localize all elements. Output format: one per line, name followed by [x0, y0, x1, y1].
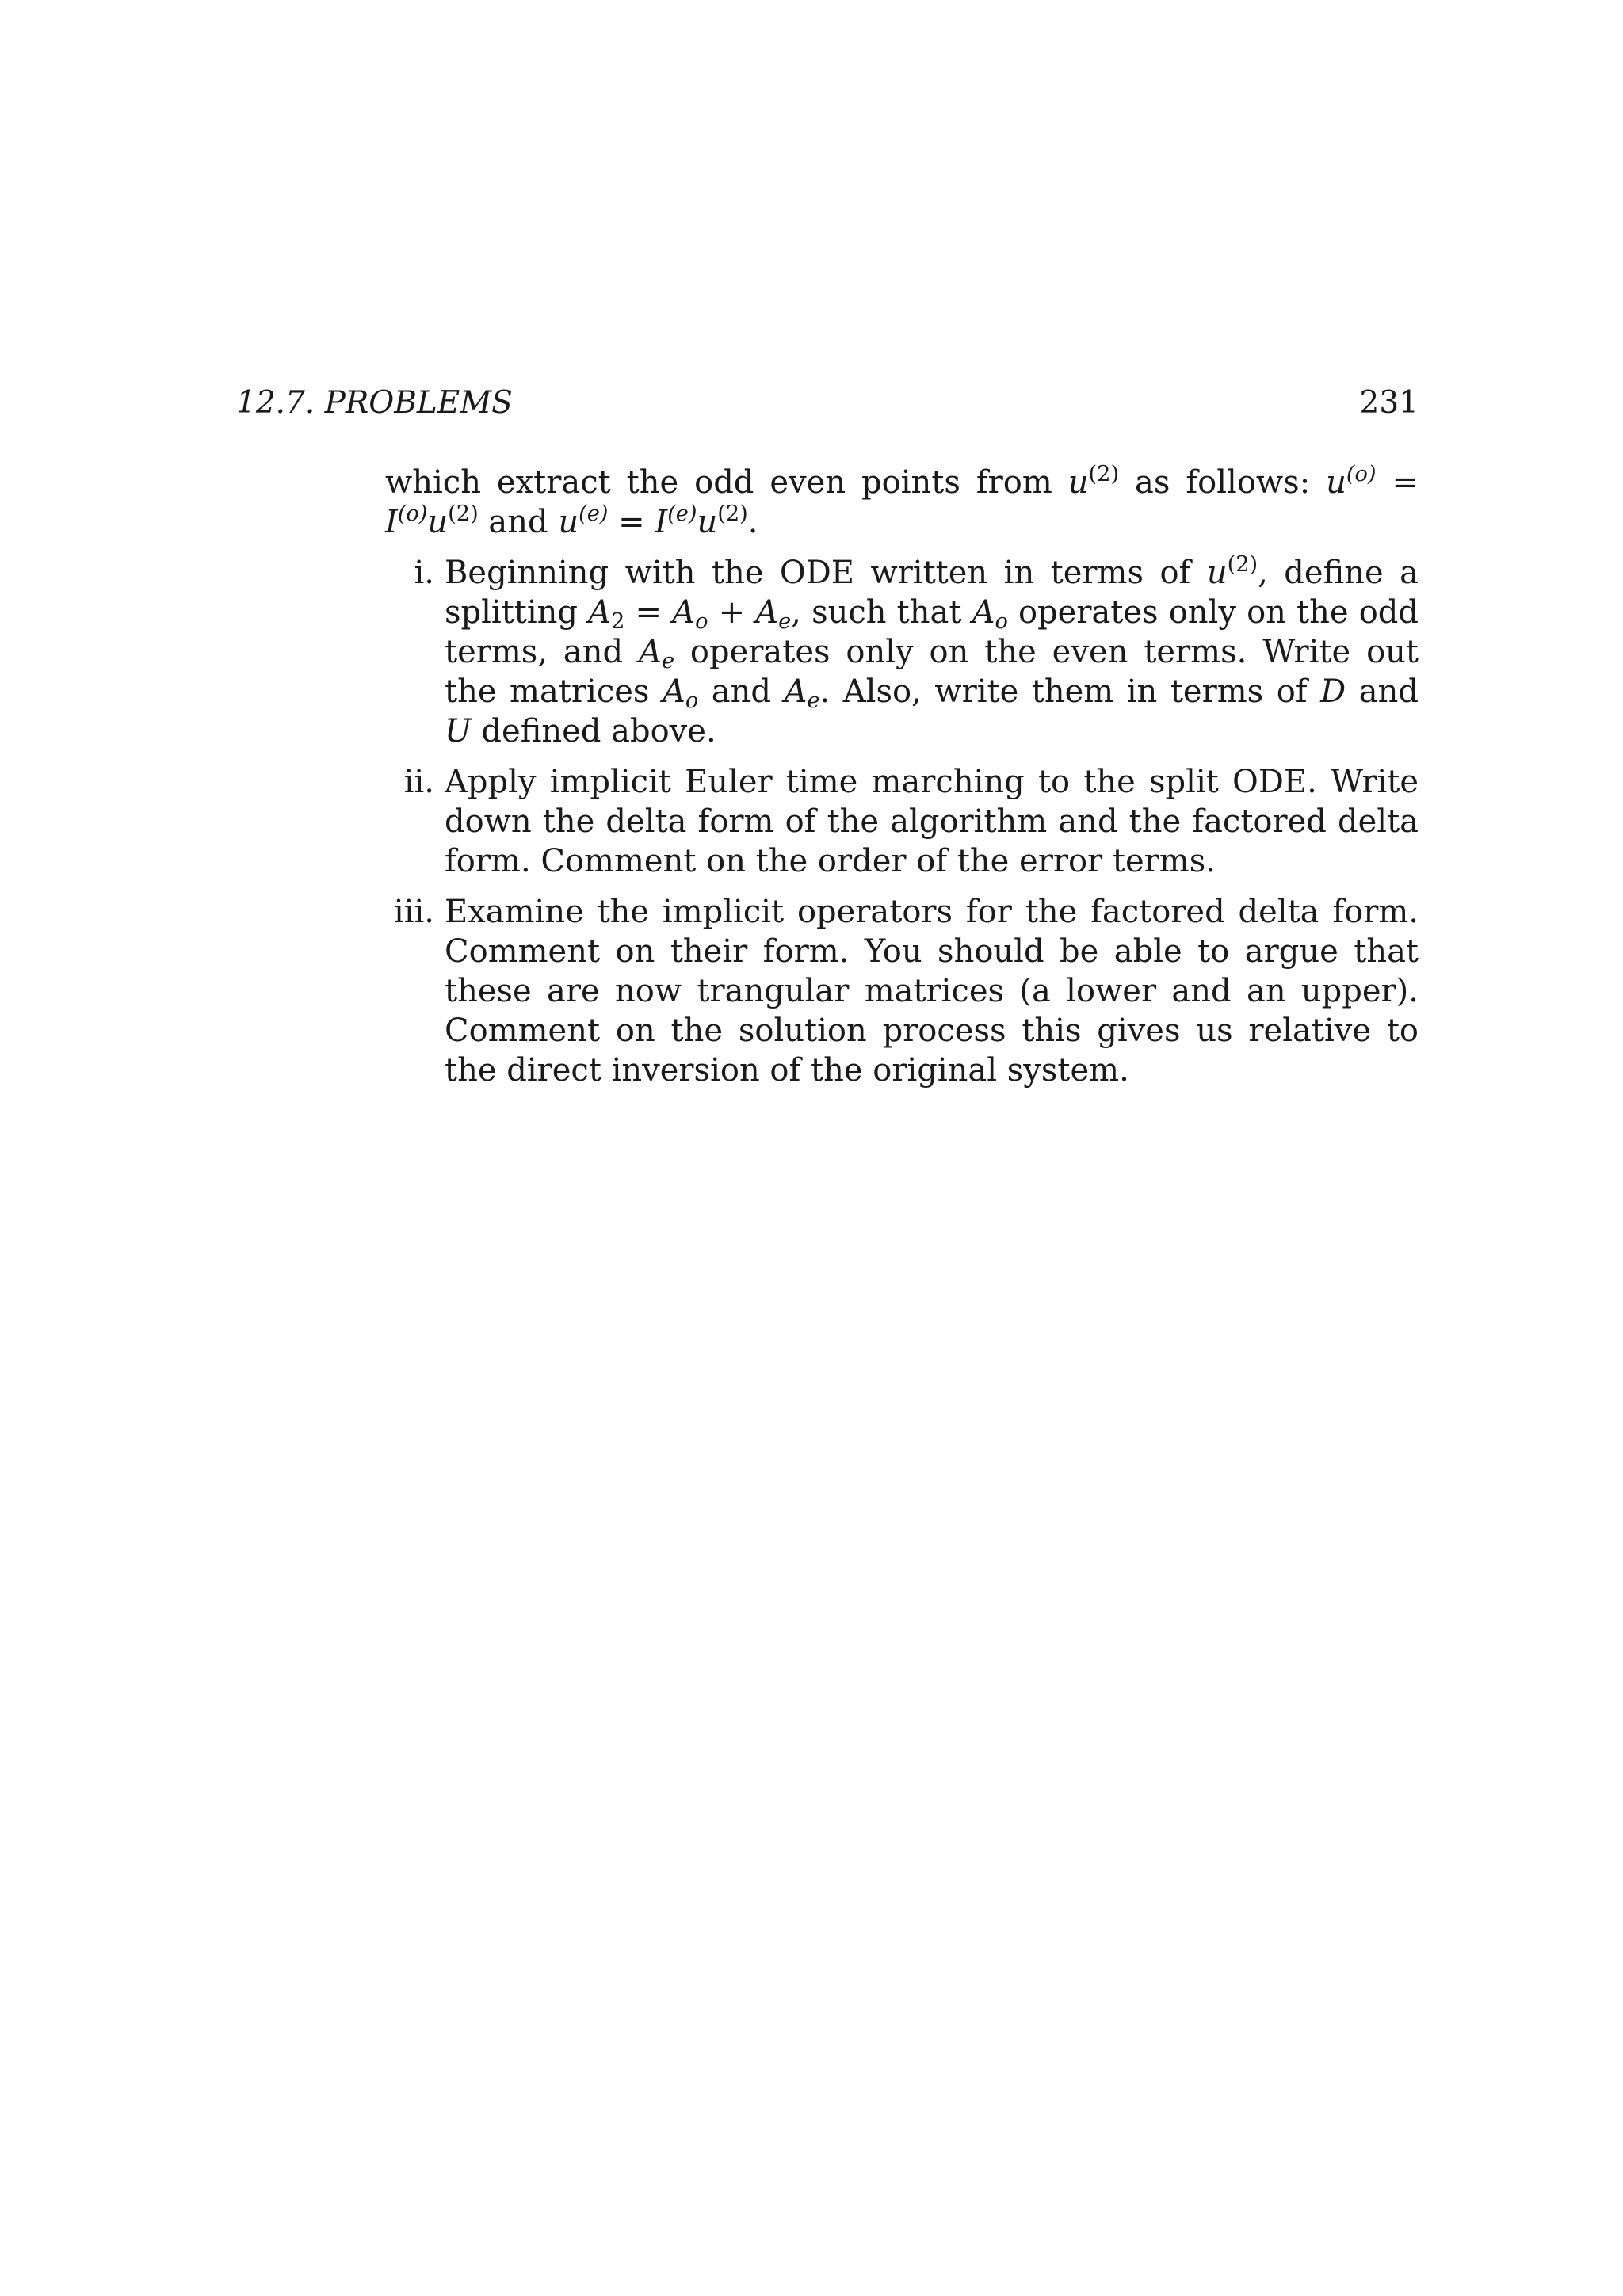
math-sup: (2): [1088, 462, 1120, 487]
math-equals: =: [624, 594, 673, 631]
math-u: u: [558, 504, 579, 540]
item-text: , define a splitting: [445, 555, 1419, 631]
math-U: U: [445, 713, 472, 749]
math-I: I: [385, 504, 398, 540]
math-sup: (2): [717, 502, 748, 527]
math-sup: (e): [667, 502, 697, 527]
item-label: ii.: [403, 764, 434, 800]
item-text: operates only on the even terms. Write out the matrices: [445, 634, 1419, 710]
item-text: defined above.: [471, 713, 716, 749]
math-u: u: [427, 504, 449, 540]
math-u: u: [1067, 464, 1089, 501]
math-A: A: [588, 594, 612, 631]
math-sub: 2: [611, 608, 625, 634]
math-D: D: [1320, 673, 1346, 710]
math-equals: =: [1376, 464, 1419, 501]
intro-text: as follows:: [1119, 464, 1327, 501]
intro-text: which extract the odd even points from: [385, 464, 1068, 501]
math-u: u: [1206, 555, 1228, 591]
running-head: [236, 382, 1419, 425]
item-text: Apply implicit Euler time marching to the split ODE. Write down the delta form of the algorithm and the factored delta form. Comment on the order of the error terms.: [445, 764, 1419, 879]
section-title: 12.7. PROBLEMS: [236, 385, 513, 421]
math-u: u: [1326, 464, 1346, 501]
item-text: . Also, write them in terms of: [819, 673, 1321, 710]
problem-list: [385, 553, 1419, 1090]
intro-text: and: [478, 504, 559, 540]
item-text: and: [1346, 673, 1419, 710]
math-sub: o: [685, 688, 699, 713]
math-sub: e: [778, 608, 792, 634]
math-sup: (e): [579, 502, 609, 527]
math-I: I: [655, 504, 668, 540]
item-text: Beginning with the ODE written in terms of: [445, 555, 1207, 591]
page-number: 231: [1359, 385, 1419, 421]
math-sub: e: [807, 688, 820, 713]
math-A: A: [672, 594, 696, 631]
math-u: u: [697, 504, 718, 540]
math-plus: +: [708, 594, 756, 631]
math-sup: (2): [1227, 552, 1258, 578]
intro-paragraph: [385, 463, 1419, 542]
math-A: A: [784, 673, 808, 710]
item-text: , such that: [791, 594, 972, 631]
problem-text: [385, 463, 1419, 1101]
math-A: A: [755, 594, 779, 631]
list-item: [385, 892, 1419, 1090]
math-sup: (o): [397, 502, 428, 527]
item-text: operates only on the odd terms, and: [445, 594, 1419, 670]
item-label: iii.: [393, 894, 434, 930]
math-sup: (2): [448, 502, 479, 527]
math-sub: o: [695, 608, 708, 634]
math-sup: (o): [1346, 462, 1377, 487]
math-A: A: [662, 673, 685, 710]
item-text: and: [698, 673, 785, 710]
item-label: i.: [414, 555, 434, 591]
math-equals: =: [608, 504, 655, 540]
item-text: Examine the implicit operators for the factored delta form. Comment on their form. You should be able to argue that these are now trangular matrices (a lower and an upper). Comment on the solution process this gives us relative to the direct inversion of the original system.: [445, 894, 1419, 1089]
math-sub: o: [995, 608, 1008, 634]
math-A: A: [639, 634, 662, 670]
list-item: [385, 553, 1419, 751]
math-sub: e: [661, 648, 675, 673]
math-A: A: [972, 594, 995, 631]
list-item: [385, 762, 1419, 881]
period: .: [747, 504, 758, 540]
